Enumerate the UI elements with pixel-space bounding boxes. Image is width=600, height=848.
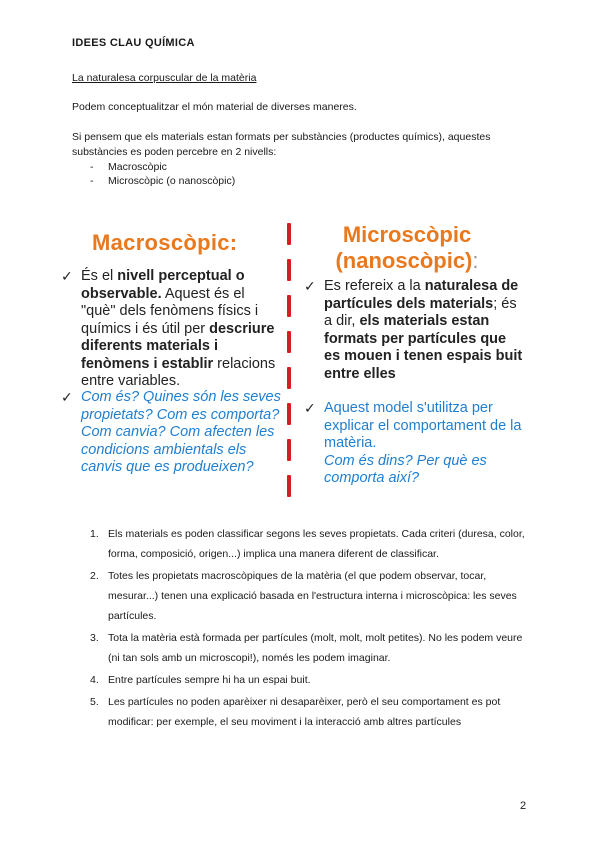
list-item <box>90 670 530 690</box>
check-icon: ✓ <box>61 268 73 284</box>
micro-title-colon: : <box>472 248 479 273</box>
divider-dash <box>287 439 291 461</box>
item-number: 4. <box>90 674 99 686</box>
section-title: La naturalesa corpuscular de la matèria <box>72 72 257 84</box>
divider-dash <box>287 403 291 425</box>
key-points-list <box>90 524 530 734</box>
text-run-italic: Com és dins? Per què es comporta així? <box>324 452 487 486</box>
text-run-bold: descriure diferents materials i fenòmens i establir <box>81 320 275 372</box>
text-run: ; és a dir, <box>324 295 517 329</box>
macro-point-2 <box>61 389 281 477</box>
text-run-italic: Com és? Quines són les seves propietats? Com es comporta? Com canvia? Com afecten les condicions ambientals els canvis que es produeixen? <box>81 389 281 475</box>
text-run: És el <box>81 268 118 284</box>
divider-dash <box>287 223 291 245</box>
levels-list <box>90 160 235 188</box>
check-icon: ✓ <box>304 278 316 294</box>
column-divider <box>287 223 292 495</box>
divider-dash <box>287 367 291 389</box>
item-number: 5. <box>90 696 99 708</box>
macro-point-1 <box>61 268 277 391</box>
check-icon: ✓ <box>304 400 316 416</box>
list-item <box>90 524 530 564</box>
text-run: Aquest és el "què" dels fenòmens físics i químics i és útil per <box>81 285 259 337</box>
divider-dash <box>287 259 291 281</box>
divider-dash <box>287 475 291 497</box>
item-text: Tota la matèria està formada per partícules (molt, molt, molt petites). No les podem veure (ni tan sols amb un microscopi!), només les podem imaginar. <box>108 632 523 664</box>
text-run-bold: naturalesa de partícules dels materials <box>324 278 519 312</box>
list-item: - Microscòpic (o nanoscòpic) <box>90 174 235 188</box>
micro-title-line2: (nanoscòpic) <box>335 248 473 273</box>
micro-point-1 <box>304 278 524 383</box>
macro-title: Macroscòpic: <box>92 230 238 255</box>
item-number: 1. <box>90 528 99 540</box>
micro-title-line1: Microscòpic <box>342 222 472 247</box>
list-item <box>90 566 530 626</box>
page-number: 2 <box>520 800 527 812</box>
micro-point-2 <box>304 400 524 488</box>
text-run-bold: els materials estan formats per partícules que es mouen i tenen espais buit entre elles <box>324 313 523 382</box>
item-text: Totes les propietats macroscòpiques de la matèria (el que podem observar, tocar, mesurar...) tenen una explicació basada en l'estructura interna i microscòpica: les seves partícules. <box>108 570 517 622</box>
text-run: Es refereix a la <box>324 278 425 294</box>
item-number: 3. <box>90 632 99 644</box>
list-item: - Macroscòpic <box>90 160 235 174</box>
divider-dash <box>287 295 291 317</box>
divider-dash <box>287 331 291 353</box>
item-text: Els materials es poden classificar segons les seves propietats. Cada criteri (duresa, color, forma, composició, origen...) implica una manera diferent de classificar. <box>108 528 525 560</box>
item-text: Entre partícules sempre hi ha un espai buit. <box>108 674 311 686</box>
levels-paragraph: Si pensem que els materials estan formats per substàncies (productes químics), aquestes substàncies es poden percebre en 2 nivells: <box>72 131 491 158</box>
page-header: IDEES CLAU QUÍMICA <box>72 37 195 49</box>
list-item <box>90 628 530 668</box>
item-number: 2. <box>90 570 99 582</box>
micro-title <box>332 222 482 274</box>
text-run-bold: nivell perceptual o observable. <box>81 268 245 302</box>
intro-paragraph: Podem conceptualitzar el món material de diverses maneres. <box>72 101 357 113</box>
check-icon: ✓ <box>61 389 73 405</box>
item-text: Les partícules no poden aparèixer ni desaparèixer, però el seu comportament es pot modificar: per exemple, el seu moviment i la interacció amb altres partícules <box>108 696 501 728</box>
text-run: Aquest model s'utilitza per explicar el comportament de la matèria. <box>324 400 522 451</box>
text-run: relacions entre variables. <box>81 355 276 389</box>
list-item <box>90 692 530 732</box>
